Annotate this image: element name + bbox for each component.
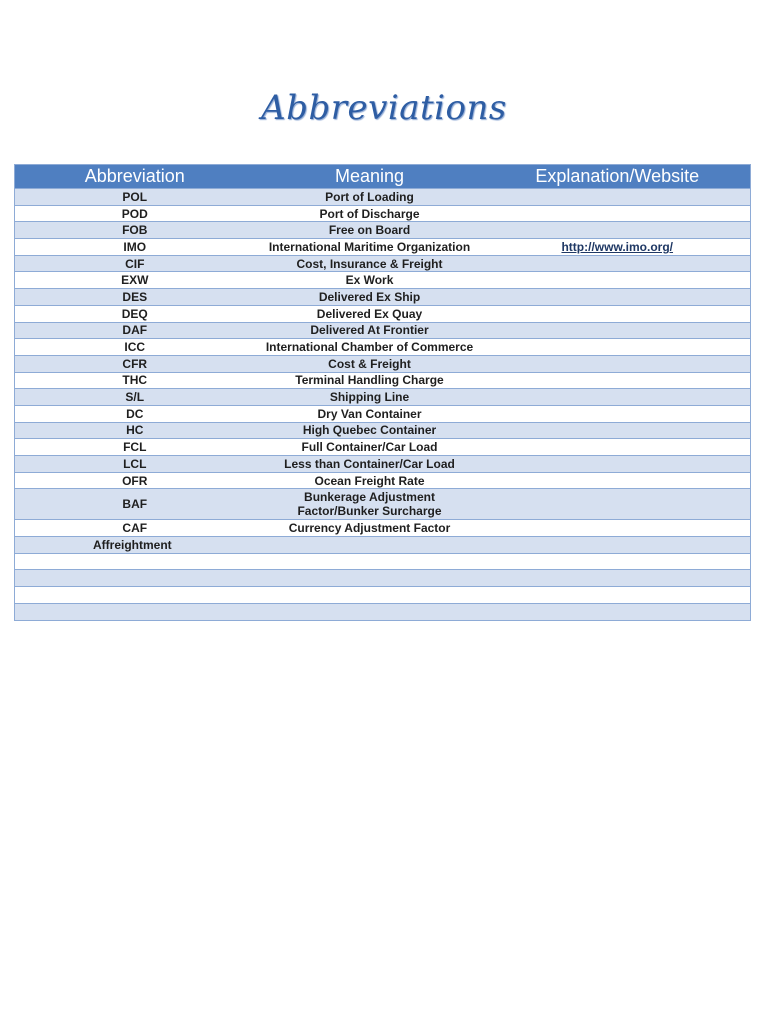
meaning-cell: International Maritime Organization — [255, 239, 485, 256]
abbreviation-cell — [15, 570, 255, 587]
meaning-cell: Port of Discharge — [255, 205, 485, 222]
meaning-cell — [255, 553, 485, 570]
explanation-cell — [485, 587, 751, 604]
meaning-cell: Full Container/Car Load — [255, 439, 485, 456]
abbreviation-cell: DAF — [15, 322, 255, 339]
explanation-cell — [485, 520, 751, 537]
explanation-cell — [485, 472, 751, 489]
table-row — [15, 322, 751, 339]
meaning-cell: Cost, Insurance & Freight — [255, 255, 485, 272]
abbreviation-cell: FOB — [15, 222, 255, 239]
abbreviation-cell: HC — [15, 422, 255, 439]
table-body — [15, 189, 751, 621]
meaning-cell: Ex Work — [255, 272, 485, 289]
abbreviation-cell: DES — [15, 289, 255, 306]
meaning-cell: Free on Board — [255, 222, 485, 239]
explanation-cell — [485, 553, 751, 570]
explanation-cell — [485, 456, 751, 473]
abbreviation-cell: POD — [15, 205, 255, 222]
abbreviation-cell — [15, 587, 255, 604]
meaning-cell: Currency Adjustment Factor — [255, 520, 485, 537]
meaning-cell: Terminal Handling Charge — [255, 372, 485, 389]
table-row — [15, 272, 751, 289]
explanation-cell — [485, 272, 751, 289]
table-row — [15, 205, 751, 222]
meaning-cell — [255, 537, 485, 554]
abbreviation-cell: OFR — [15, 472, 255, 489]
meaning-cell: Shipping Line — [255, 389, 485, 406]
meaning-cell: Delivered At Frontier — [255, 322, 485, 339]
table-row — [15, 355, 751, 372]
meaning-cell: Delivered Ex Quay — [255, 305, 485, 322]
explanation-cell — [485, 603, 751, 620]
explanation-cell — [485, 222, 751, 239]
abbreviation-cell: S/L — [15, 389, 255, 406]
meaning-cell: Dry Van Container — [255, 405, 485, 422]
abbreviation-cell: THC — [15, 372, 255, 389]
explanation-cell — [485, 439, 751, 456]
abbreviation-cell: CAF — [15, 520, 255, 537]
explanation-cell — [485, 289, 751, 306]
explanation-cell — [485, 255, 751, 272]
abbreviation-cell — [15, 603, 255, 620]
meaning-cell — [255, 587, 485, 604]
table-header — [15, 165, 751, 189]
meaning-cell: Bunkerage Adjustment Factor/Bunker Surcharge — [255, 489, 485, 520]
explanation-cell — [485, 372, 751, 389]
meaning-cell — [255, 570, 485, 587]
table-row — [15, 389, 751, 406]
table-row — [15, 372, 751, 389]
table-row — [15, 422, 751, 439]
page-title: Abbreviations — [261, 88, 507, 128]
header-explanation: Explanation/Website — [485, 165, 751, 189]
table-row — [15, 456, 751, 473]
table-row — [15, 289, 751, 306]
table-row — [15, 603, 751, 620]
header-row — [15, 165, 751, 189]
explanation-cell — [485, 405, 751, 422]
abbreviation-cell: CFR — [15, 355, 255, 372]
abbreviations-table — [14, 164, 751, 621]
abbreviation-cell: DC — [15, 405, 255, 422]
website-link[interactable]: http://www.imo.org/ — [561, 239, 674, 254]
table-row — [15, 520, 751, 537]
abbreviation-cell: IMO — [15, 239, 255, 256]
abbreviation-cell: Affreightment — [15, 537, 255, 554]
table-row — [15, 587, 751, 604]
abbreviation-cell — [15, 553, 255, 570]
explanation-cell — [485, 489, 751, 520]
explanation-cell — [485, 205, 751, 222]
explanation-cell — [485, 239, 751, 256]
table-row — [15, 255, 751, 272]
meaning-cell — [255, 603, 485, 620]
abbreviation-cell: EXW — [15, 272, 255, 289]
meaning-cell: International Chamber of Commerce — [255, 339, 485, 356]
table-row — [15, 439, 751, 456]
meaning-cell: Less than Container/Car Load — [255, 456, 485, 473]
abbreviation-cell: ICC — [15, 339, 255, 356]
table-row — [15, 339, 751, 356]
explanation-cell — [485, 355, 751, 372]
abbreviation-cell: DEQ — [15, 305, 255, 322]
header-abbreviation: Abbreviation — [15, 165, 255, 189]
explanation-cell — [485, 322, 751, 339]
meaning-cell: Delivered Ex Ship — [255, 289, 485, 306]
abbreviation-cell: BAF — [15, 489, 255, 520]
meaning-cell: Cost & Freight — [255, 355, 485, 372]
abbreviation-cell: POL — [15, 189, 255, 206]
table-row — [15, 305, 751, 322]
abbreviation-cell: FCL — [15, 439, 255, 456]
explanation-cell — [485, 422, 751, 439]
table-row — [15, 489, 751, 520]
table-row — [15, 239, 751, 256]
table-row — [15, 570, 751, 587]
explanation-cell — [485, 537, 751, 554]
abbreviation-cell: CIF — [15, 255, 255, 272]
meaning-cell: Port of Loading — [255, 189, 485, 206]
table-row — [15, 405, 751, 422]
table-row — [15, 537, 751, 554]
table-row — [15, 472, 751, 489]
table-row — [15, 553, 751, 570]
table-row — [15, 189, 751, 206]
explanation-cell — [485, 570, 751, 587]
abbreviation-cell: LCL — [15, 456, 255, 473]
explanation-cell — [485, 389, 751, 406]
explanation-cell — [485, 189, 751, 206]
explanation-cell — [485, 305, 751, 322]
meaning-cell: Ocean Freight Rate — [255, 472, 485, 489]
meaning-cell: High Quebec Container — [255, 422, 485, 439]
header-meaning: Meaning — [255, 165, 485, 189]
table-row — [15, 222, 751, 239]
explanation-cell — [485, 339, 751, 356]
